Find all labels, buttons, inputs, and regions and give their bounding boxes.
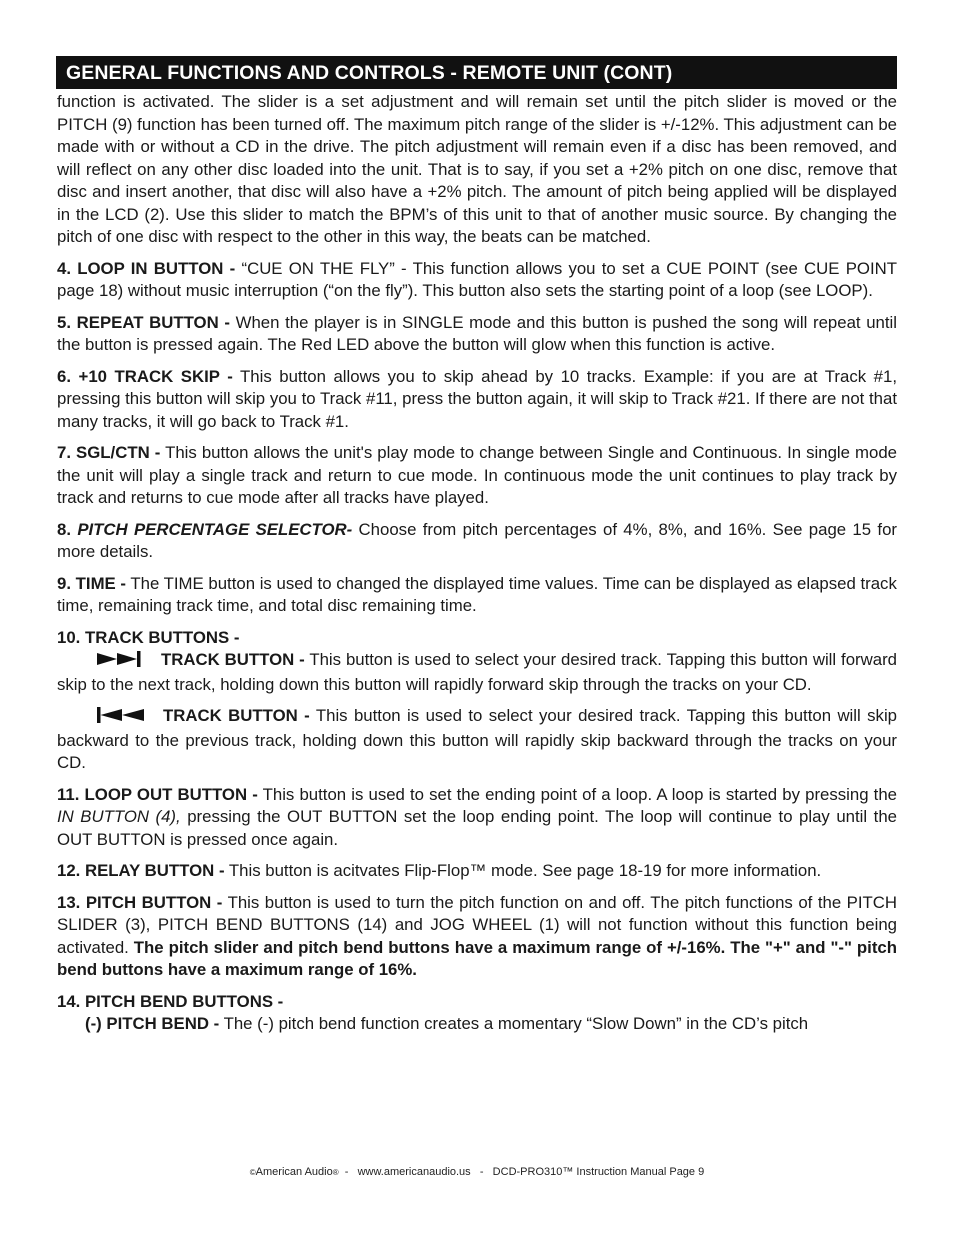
item-text: The (-) pitch bend function creates a momentary “Slow Down” in the CD’s pitch — [219, 1014, 809, 1033]
item-text-2: pressing the OUT BUTTON set the loop ending point. The loop will continue to play until the OUT BUTTON is pressed once again. — [57, 807, 897, 849]
item-text: This button is used to set the ending point of a loop. A loop is started by pressing the — [257, 784, 897, 804]
item-text: This button is acitvates Flip-Flop™ mode. See page 18-19 for more information. — [224, 861, 822, 880]
footer-brand: American Audio — [255, 1166, 333, 1178]
item-heading: 11. LOOP OUT BUTTON - — [57, 784, 258, 804]
item-heading: (-) PITCH BEND - — [85, 1014, 220, 1033]
item-text: This button allows the unit's play mode to change between Single and Continuous. In single mode the unit will play a single track and return to cue mode. In continuous mode the unit continues to play track by track and returns to cue mode after all tracks have played. — [57, 443, 897, 507]
sgl-ctn-item — [57, 442, 897, 510]
forward-track-button-item — [57, 649, 897, 696]
registered-symbol: ® — [332, 1168, 339, 1177]
item-heading: 6. +10 TRACK SKIP - — [57, 366, 233, 386]
skip-forward-icon — [97, 651, 145, 674]
manual-content — [57, 91, 897, 1045]
skip-back-icon — [97, 707, 147, 730]
track-buttons-heading: 10. TRACK BUTTONS - — [57, 627, 240, 647]
item-text: This button allows you to skip ahead by 10 tracks. Example: if you are at Track #1, pressing this button will skip you to Track #11, press the button again, it will skip to Track #21. If there are not that many tracks, it will go back to Track #1. — [57, 366, 897, 431]
loop-in-button-item — [57, 258, 897, 303]
item-heading: TRACK BUTTON - — [161, 650, 305, 669]
item-text: This button is used to select your desired track. Tapping this button will skip backward to the previous track, holding down this button will rapidly skip backward through the tracks on your CD. — [57, 706, 897, 772]
item-heading: 13. PITCH BUTTON - — [57, 892, 223, 912]
item-number: 8. — [57, 519, 78, 539]
item-text: “CUE ON THE FLY” - This function allows you to set a CUE POINT (see CUE POINT page 18) without music interruption (“on the fly”). This button also sets the starting point of a loop (see LOOP). — [57, 258, 897, 300]
back-track-button-item — [57, 705, 897, 775]
repeat-button-item — [57, 312, 897, 357]
item-heading: 12. RELAY BUTTON - — [57, 861, 225, 880]
item-bold-text: The pitch slider and pitch bend buttons have a maximum range of +/-16%. The "+" and "-" pitch bend buttons have a maximum range of 16%. — [57, 937, 897, 979]
item-text: The TIME button is used to changed the displayed time values. Time can be displayed as elapsed track time, remaining track time, and total disc remaining time. — [57, 573, 897, 615]
section-header — [56, 56, 897, 89]
item-italic: IN BUTTON (4), — [57, 807, 181, 826]
loop-out-button-item — [57, 784, 897, 852]
footer-text: - www.americanaudio.us - DCD-PRO310™ Instruction Manual Page 9 — [338, 1166, 705, 1178]
track-skip-item — [57, 366, 897, 434]
item-text: This button is used to turn the pitch function on and off. The pitch functions of the PITCH SLIDER (3), PITCH BEND BUTTONS (14) and JOG WHEEL (1) will not function without this function being activated. — [57, 892, 897, 957]
intro-paragraph: function is activated. The slider is a set adjustment and will remain set until the pitch slider is moved or the PITCH (9) function has been turned off. The maximum pitch range of the slider is +/-12%. This adjustment can be made with or without a CD in the drive. The pitch adjustment will remain even if a disc has been removed, and will reflect on any other disc loaded into the unit. That is to say, if you set a +2% pitch on one disc, remove that disc and insert another, that disc will also have a +2% pitch. The amount of pitch being applied will be displayed in the LCD (2). Use this slider to match the BPM’s of this unit to that of another music source. By changing the pitch of one disc with respect to the other in this way, the beats can be matched. — [57, 92, 897, 246]
time-item — [57, 573, 897, 618]
relay-button-item — [57, 860, 897, 883]
pitch-percentage-item — [57, 519, 897, 564]
item-heading: 5. REPEAT BUTTON - — [57, 312, 230, 332]
minus-pitch-bend-item — [57, 1013, 897, 1036]
copyright-symbol: © — [249, 1168, 256, 1177]
item-heading: PITCH PERCENTAGE SELECTOR- — [77, 519, 353, 539]
pitch-button-item — [57, 892, 897, 982]
item-heading: 9. TIME - — [57, 573, 126, 593]
item-heading: 4. LOOP IN BUTTON - — [57, 258, 236, 278]
section-title: GENERAL FUNCTIONS AND CONTROLS - REMOTE UNIT (CONT) — [66, 62, 673, 84]
page-footer — [0, 1166, 954, 1178]
item-heading: TRACK BUTTON - — [163, 706, 310, 725]
pitch-bend-buttons-heading: 14. PITCH BEND BUTTONS - — [57, 991, 284, 1011]
item-heading: 7. SGL/CTN - — [57, 443, 161, 462]
item-text: This button is used to select your desired track. Tapping this button will forward skip to the next track, holding down this button will rapidly forward skip through the tracks on your CD. — [57, 650, 897, 694]
item-text: When the player is in SINGLE mode and this button is pushed the song will repeat until the button is pressed again. The Red LED above the button will glow when this function is active. — [57, 312, 898, 354]
item-text: Choose from pitch percentages of 4%, 8%, and 16%. See page 15 for more details. — [57, 519, 897, 561]
